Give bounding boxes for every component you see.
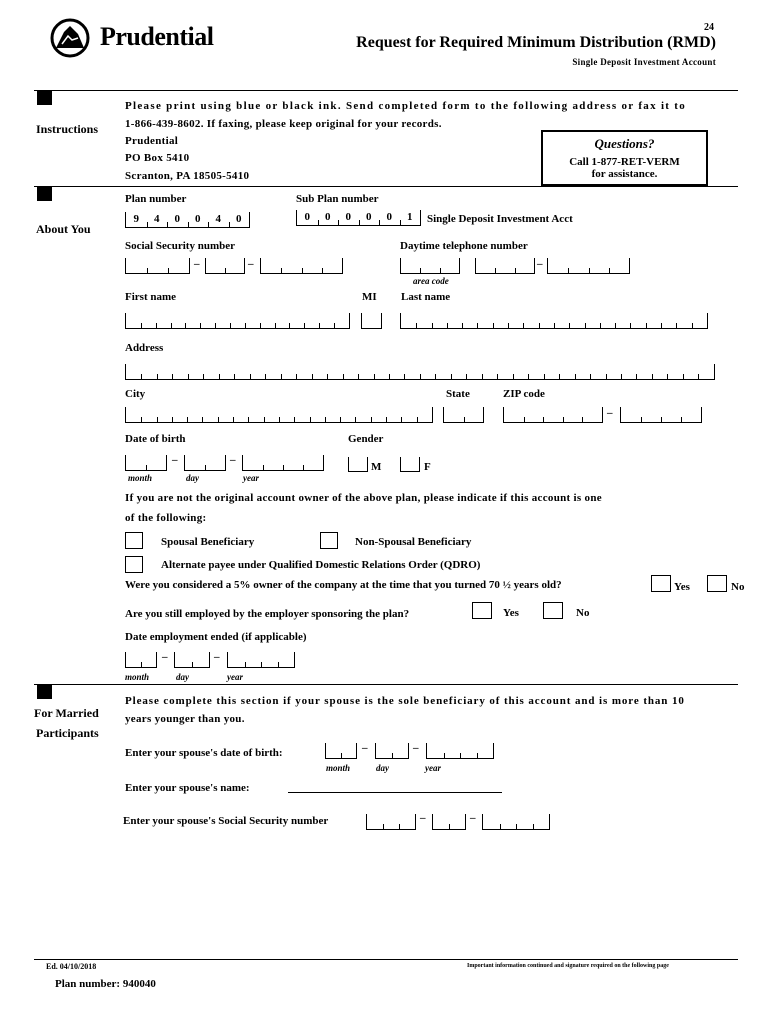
char-box [156, 313, 171, 328]
spouse-ssn-part1[interactable] [366, 814, 416, 830]
spouse-dob-day[interactable] [375, 743, 409, 759]
char-box [243, 455, 263, 470]
dash: – [537, 258, 543, 270]
char-box [355, 407, 370, 422]
char-box [554, 313, 569, 328]
month-hint: month [125, 672, 150, 682]
spouse-dob-year[interactable] [426, 743, 494, 759]
char-box [404, 364, 419, 379]
area-code-hint: area code [413, 276, 449, 286]
char-box [432, 313, 447, 328]
char-box [278, 652, 295, 667]
char-box [539, 313, 554, 328]
char-box [621, 364, 636, 379]
sub-plan-field[interactable] [296, 210, 421, 226]
char-box [146, 455, 166, 470]
dash: – [214, 651, 220, 663]
address-label: Address [125, 342, 164, 354]
char-box [261, 258, 281, 273]
five-percent-yes-label: Yes [674, 581, 690, 593]
char-box [245, 313, 260, 328]
month-hint: month [326, 763, 351, 773]
char-box [188, 364, 203, 379]
gender-f-label: F [424, 461, 431, 473]
char-box [302, 258, 322, 273]
char-box [590, 364, 605, 379]
dash: – [420, 812, 426, 824]
dob-month[interactable] [125, 455, 167, 471]
state-label: State [446, 388, 470, 400]
year-hint: year [243, 473, 259, 483]
char-box [646, 313, 661, 328]
phone-label: Daytime telephone number [400, 240, 528, 252]
char-box [358, 364, 373, 379]
spouse-ssn-label: Enter your spouse's Social Security number [123, 815, 329, 827]
char-box [141, 652, 156, 667]
gender-m-checkbox[interactable] [348, 457, 368, 472]
char-box [310, 407, 325, 422]
spouse-name-field[interactable] [288, 792, 502, 793]
char-box [515, 258, 534, 273]
char-box [568, 258, 588, 273]
dash: – [194, 258, 200, 270]
char-box [343, 364, 358, 379]
digit: 0 [229, 212, 250, 227]
char-box [281, 364, 296, 379]
city-label: City [125, 388, 146, 400]
char-box [630, 313, 645, 328]
char-box [462, 313, 477, 328]
char-box [141, 407, 156, 422]
char-box [168, 258, 189, 273]
digit: 4 [147, 212, 168, 227]
char-box [548, 258, 568, 273]
plan-number-field[interactable] [125, 212, 250, 228]
char-box [401, 258, 420, 273]
char-box [451, 364, 466, 379]
char-box [141, 313, 156, 328]
instructions-label: Instructions [36, 122, 99, 136]
char-box [283, 455, 303, 470]
char-box [157, 407, 172, 422]
char-box [200, 313, 215, 328]
char-box [416, 313, 431, 328]
about-you-label: About You [36, 222, 91, 236]
non-spousal-beneficiary-checkbox[interactable] [320, 532, 338, 549]
char-box [615, 313, 630, 328]
char-box [218, 407, 233, 422]
char-box [367, 814, 383, 829]
char-box [334, 313, 349, 328]
char-box [444, 743, 461, 758]
char-box [420, 258, 439, 273]
char-box [698, 364, 713, 379]
five-percent-owner-question: Were you considered a 5% owner of the company at the time that you turned 70 ½ years old? [125, 579, 562, 591]
day-hint: day [176, 672, 189, 682]
char-box [652, 364, 667, 379]
char-box [563, 407, 583, 422]
sub-plan-label: Sub Plan number [296, 193, 379, 205]
char-box [175, 652, 192, 667]
married-label-line1: For Married [34, 706, 99, 720]
char-box [312, 364, 327, 379]
char-box [449, 814, 465, 829]
dash: – [230, 454, 236, 466]
char-box [325, 407, 340, 422]
char-box [261, 652, 278, 667]
plan-number-label: Plan number [125, 193, 187, 205]
char-box [234, 364, 249, 379]
mi-field[interactable] [361, 313, 382, 329]
section-rule [34, 90, 738, 91]
address-line3: Scranton, PA 18505-5410 [125, 170, 250, 182]
month-hint: month [128, 473, 153, 483]
char-box [661, 313, 676, 328]
char-box [524, 407, 544, 422]
char-box [399, 814, 415, 829]
char-box [185, 313, 200, 328]
rock-of-gibraltar-icon [48, 18, 92, 58]
char-box [248, 407, 263, 422]
char-box [477, 743, 494, 758]
char-box [206, 258, 225, 273]
questions-title: Questions? [594, 136, 655, 151]
char-box [187, 407, 202, 422]
char-box [260, 313, 275, 328]
year-hint: year [425, 763, 441, 773]
employed-yes-checkbox[interactable] [472, 602, 492, 619]
char-box [225, 258, 244, 273]
qdro-label: Alternate payee under Qualified Domestic Relations Order (QDRO) [161, 559, 481, 571]
char-box [126, 313, 141, 328]
char-box [219, 364, 234, 379]
spouse-ssn-part2[interactable] [432, 814, 466, 830]
char-box [275, 313, 290, 328]
digit: 4 [208, 212, 229, 227]
digit: 1 [400, 210, 421, 225]
char-box [126, 652, 141, 667]
digit: 0 [338, 210, 359, 225]
char-box [392, 743, 408, 758]
dash: – [362, 742, 368, 754]
gender-m-label: M [371, 461, 382, 473]
char-box [427, 743, 444, 758]
sub-plan-desc: Single Deposit Investment Acct [427, 213, 573, 225]
mi-label: MI [362, 291, 377, 303]
employed-no-checkbox[interactable] [543, 602, 563, 619]
last-name-label: Last name [401, 291, 451, 303]
address-line1: Prudential [125, 135, 179, 147]
form-subtitle: Single Deposit Investment Account [572, 57, 716, 67]
employment-ended-month[interactable] [125, 652, 157, 668]
owner-question-line1: If you are not the original account owner of the above plan, please indicate if this account is one [125, 492, 602, 504]
char-box [483, 814, 500, 829]
char-box [172, 407, 187, 422]
five-percent-yes-checkbox[interactable] [651, 575, 671, 592]
digit: 9 [133, 213, 139, 225]
char-box [202, 407, 217, 422]
first-name-field[interactable] [125, 313, 350, 329]
prudential-logo [48, 18, 238, 58]
spousal-beneficiary-label: Spousal Beneficiary [161, 536, 255, 548]
married-label-line2: Participants [36, 726, 99, 740]
zip-label: ZIP code [503, 388, 545, 400]
char-box [371, 407, 386, 422]
char-box [228, 652, 245, 667]
first-name-label: First name [125, 291, 177, 303]
dash: – [162, 651, 168, 663]
char-box [157, 364, 172, 379]
char-box [126, 258, 147, 273]
char-box [495, 258, 514, 273]
char-box [279, 407, 294, 422]
char-box [523, 313, 538, 328]
char-box [433, 814, 449, 829]
char-box [589, 258, 609, 273]
char-box [263, 455, 283, 470]
char-box [444, 407, 464, 422]
char-box [192, 652, 209, 667]
page-number: 24 [704, 22, 714, 33]
char-box [464, 407, 484, 422]
char-box [477, 313, 492, 328]
spouse-ssn-part3[interactable] [482, 814, 550, 830]
char-box [264, 407, 279, 422]
section-marker [37, 186, 52, 201]
married-text-line1: Please complete this section if your spouse is the sole beneficiary of this account and is more than 10 [125, 695, 685, 707]
char-box [585, 313, 600, 328]
spouse-name-label: Enter your spouse's name: [125, 782, 250, 794]
char-box [126, 364, 141, 379]
phone-line[interactable] [547, 258, 630, 274]
instructions-line1: Please print using blue or black ink. Send completed form to the following address or fax it to [125, 100, 687, 112]
char-box [205, 455, 225, 470]
char-box [508, 313, 523, 328]
gender-label: Gender [348, 433, 384, 445]
brand-name: Prudential [100, 22, 214, 51]
qdro-checkbox[interactable] [125, 556, 143, 573]
digit: 0 [318, 210, 339, 225]
char-box [172, 364, 187, 379]
dash: – [470, 812, 476, 824]
char-box [215, 313, 230, 328]
char-box [661, 407, 681, 422]
char-box [676, 313, 691, 328]
questions-assist: for assistance. [591, 168, 658, 180]
zip-field[interactable] [503, 407, 603, 423]
digit: 0 [359, 210, 380, 225]
still-employed-question: Are you still employed by the employer sponsoring the plan? [125, 608, 410, 620]
digit: 0 [188, 212, 209, 227]
char-box [466, 364, 481, 379]
char-box [250, 364, 265, 379]
married-text-line2: years younger than you. [125, 713, 245, 725]
digit: 0 [379, 210, 400, 225]
char-box [482, 364, 497, 379]
char-box [203, 364, 218, 379]
dash: – [413, 742, 419, 754]
char-box [294, 407, 309, 422]
char-box [681, 407, 701, 422]
char-box [609, 258, 629, 273]
char-box [516, 814, 533, 829]
instructions-line2: 1-866-439-8602. If faxing, please keep original for your records. [125, 118, 442, 130]
char-box [606, 364, 621, 379]
ssn-part3[interactable] [260, 258, 343, 274]
address-line2: PO Box 5410 [125, 152, 190, 164]
city-field[interactable] [125, 407, 433, 423]
char-box [141, 364, 156, 379]
footer-rule [34, 959, 738, 960]
char-box [401, 313, 416, 328]
char-box [533, 814, 550, 829]
spouse-dob-month[interactable] [325, 743, 357, 759]
questions-phone: Call 1-877-RET-VERM [569, 156, 680, 168]
char-box [493, 313, 508, 328]
char-box [281, 258, 301, 273]
char-box [319, 313, 334, 328]
char-box [376, 743, 392, 758]
char-box [296, 364, 311, 379]
char-box [126, 455, 146, 470]
char-box [147, 258, 168, 273]
spousal-beneficiary-checkbox[interactable] [125, 532, 143, 549]
char-box [326, 743, 341, 758]
char-box [401, 407, 416, 422]
char-box [383, 814, 399, 829]
char-box [559, 364, 574, 379]
phone-prefix[interactable] [475, 258, 535, 274]
char-box [389, 364, 404, 379]
ssn-part1[interactable] [125, 258, 190, 274]
char-box [340, 407, 355, 422]
date-employment-ended-label: Date employment ended (if applicable) [125, 631, 307, 643]
char-box [289, 313, 304, 328]
spouse-dob-label: Enter your spouse's date of birth: [125, 747, 283, 759]
char-box [544, 364, 559, 379]
char-box [171, 313, 186, 328]
char-box [460, 743, 477, 758]
ssn-label: Social Security number [125, 240, 235, 252]
gender-f-checkbox[interactable] [400, 457, 420, 472]
char-box [386, 407, 401, 422]
char-box [322, 258, 342, 273]
ssn-part2[interactable] [205, 258, 245, 274]
five-percent-no-label: No [731, 581, 745, 593]
char-box [374, 364, 389, 379]
char-box [265, 364, 280, 379]
char-box [575, 364, 590, 379]
last-name-field[interactable] [400, 313, 708, 329]
edition-date: Ed. 04/10/2018 [46, 962, 97, 971]
address-field[interactable] [125, 364, 715, 380]
char-box [435, 364, 450, 379]
char-box [667, 364, 682, 379]
footer-plan-number: Plan number: 940040 [55, 978, 156, 990]
employment-ended-day[interactable] [174, 652, 210, 668]
char-box [692, 313, 707, 328]
section-marker [37, 684, 52, 699]
char-box [440, 258, 459, 273]
char-box [513, 364, 528, 379]
char-box [497, 364, 512, 379]
section-marker [37, 90, 52, 105]
char-box [420, 364, 435, 379]
year-hint: year [227, 672, 243, 682]
char-box [447, 313, 462, 328]
char-box [636, 364, 651, 379]
state-field[interactable] [443, 407, 484, 423]
footer-note: Important information continued and signature required on the following page [467, 963, 669, 969]
dash: – [607, 407, 613, 419]
dob-year[interactable] [242, 455, 324, 471]
char-box [476, 258, 495, 273]
char-box [185, 455, 205, 470]
char-box [621, 407, 641, 422]
digit: 0 [304, 211, 310, 223]
char-box [304, 313, 319, 328]
employed-yes-label: Yes [503, 607, 519, 619]
day-hint: day [376, 763, 389, 773]
phone-area-code[interactable] [400, 258, 460, 274]
char-box [641, 407, 661, 422]
dash: – [248, 258, 254, 270]
non-spousal-beneficiary-label: Non-Spousal Beneficiary [355, 536, 472, 548]
char-box [230, 313, 245, 328]
employed-no-label: No [576, 607, 590, 619]
char-box [600, 313, 615, 328]
day-hint: day [186, 473, 199, 483]
char-box [417, 407, 432, 422]
dash: – [172, 454, 178, 466]
char-box [362, 313, 381, 328]
dob-day[interactable] [184, 455, 226, 471]
digit: 0 [167, 212, 188, 227]
char-box [582, 407, 602, 422]
five-percent-no-checkbox[interactable] [707, 575, 727, 592]
char-box [303, 455, 323, 470]
char-box [341, 743, 356, 758]
char-box [683, 364, 698, 379]
dob-label: Date of birth [125, 433, 186, 445]
char-box [543, 407, 563, 422]
owner-question-line2: of the following: [125, 512, 207, 524]
char-box [569, 313, 584, 328]
char-box [245, 652, 262, 667]
char-box [327, 364, 342, 379]
char-box [528, 364, 543, 379]
char-box [233, 407, 248, 422]
section-rule [34, 186, 738, 187]
char-box [126, 407, 141, 422]
employment-ended-year[interactable] [227, 652, 295, 668]
char-box [500, 814, 517, 829]
section-rule [34, 684, 738, 685]
questions-box [541, 130, 708, 186]
zip-ext-field[interactable] [620, 407, 702, 423]
form-title: Request for Required Minimum Distribution (RMD) [356, 34, 716, 51]
char-box [504, 407, 524, 422]
